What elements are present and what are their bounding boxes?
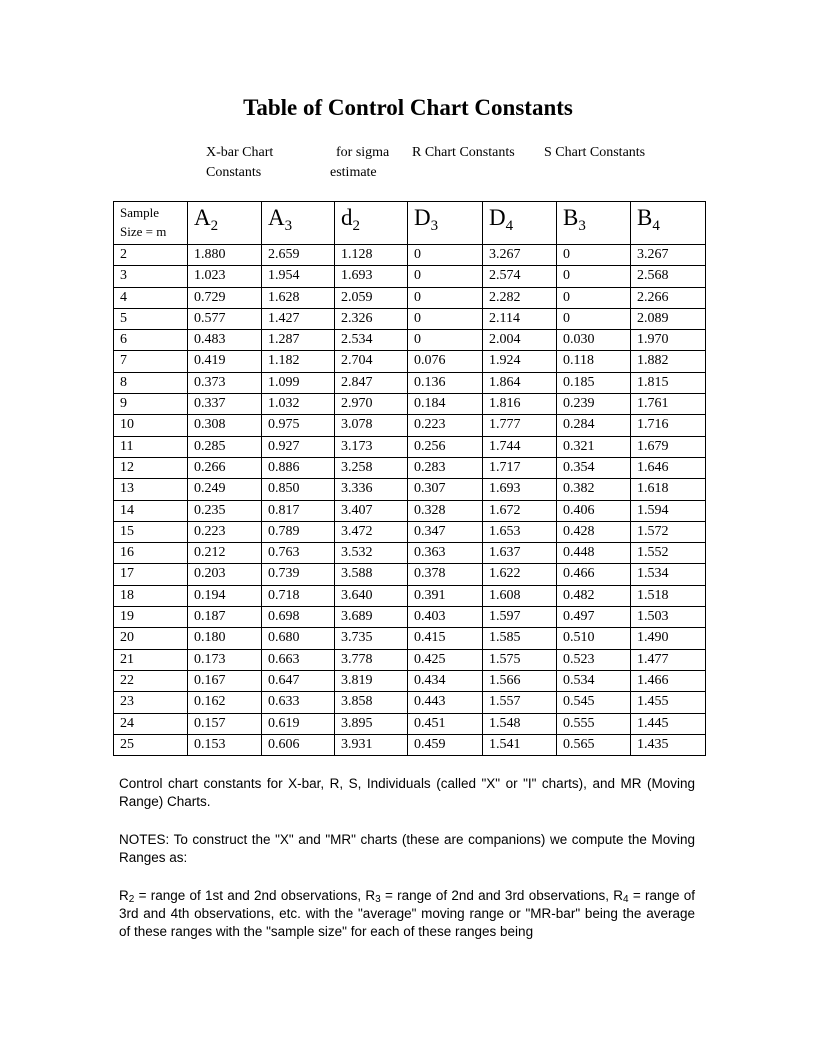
constant-cell: 0.321 [557, 436, 631, 457]
constant-cell: 2.970 [335, 394, 408, 415]
constant-cell: 0 [557, 266, 631, 287]
constant-cell: 0.153 [188, 734, 262, 755]
constant-cell: 0.266 [188, 457, 262, 478]
sample-size-cell: 15 [114, 521, 188, 542]
constant-cell: 1.924 [483, 351, 557, 372]
constant-cell: 3.858 [335, 692, 408, 713]
constant-cell: 0.212 [188, 543, 262, 564]
constant-cell: 3.532 [335, 543, 408, 564]
constant-cell: 0.187 [188, 607, 262, 628]
constant-cell: 1.023 [188, 266, 262, 287]
constant-cell: 1.672 [483, 500, 557, 521]
constant-cell: 0.577 [188, 308, 262, 329]
constant-cell: 0 [408, 245, 483, 266]
constant-cell: 3.819 [335, 670, 408, 691]
constant-cell: 0.680 [262, 628, 335, 649]
constant-cell: 1.628 [262, 287, 335, 308]
sample-size-cell: 5 [114, 308, 188, 329]
constant-cell: 3.588 [335, 564, 408, 585]
header-a3 [262, 202, 335, 245]
constant-cell: 3.931 [335, 734, 408, 755]
constant-cell: 0.354 [557, 457, 631, 478]
table-row [114, 713, 706, 734]
constant-cell: 0.886 [262, 457, 335, 478]
header-b4-sub: 4 [652, 218, 660, 234]
sample-size-cell: 17 [114, 564, 188, 585]
r-group-header: R Chart Constants [412, 145, 515, 160]
constant-cell: 3.267 [631, 245, 706, 266]
constant-cell: 2.704 [335, 351, 408, 372]
constant-cell: 1.182 [262, 351, 335, 372]
constant-cell: 1.597 [483, 607, 557, 628]
table-header-row [114, 202, 706, 245]
constant-cell: 0.466 [557, 564, 631, 585]
header-d2-sub: 2 [352, 218, 360, 234]
constant-cell: 0.235 [188, 500, 262, 521]
header-b3-base: B [563, 205, 579, 230]
table-row [114, 692, 706, 713]
table-row [114, 245, 706, 266]
table-row [114, 628, 706, 649]
constant-cell: 1.777 [483, 415, 557, 436]
header-sample-size-line1: Sample [120, 205, 159, 220]
constant-cell: 0.698 [262, 607, 335, 628]
constant-cell: 3.258 [335, 457, 408, 478]
constant-cell: 2.534 [335, 330, 408, 351]
constant-cell: 1.490 [631, 628, 706, 649]
constant-cell: 0.194 [188, 585, 262, 606]
r3-subscript: 3 [375, 894, 381, 905]
constant-cell: 0.789 [262, 521, 335, 542]
table-row [114, 585, 706, 606]
constant-cell: 0.663 [262, 649, 335, 670]
constant-cell: 0.406 [557, 500, 631, 521]
sample-size-cell: 9 [114, 394, 188, 415]
constant-cell: 3.078 [335, 415, 408, 436]
constant-cell: 0.337 [188, 394, 262, 415]
xbar-group-header-line2: Constants [206, 165, 262, 180]
sigma-group-header [330, 143, 410, 183]
constant-cell: 0.030 [557, 330, 631, 351]
constant-cell: 1.552 [631, 543, 706, 564]
constant-cell: 2.326 [335, 308, 408, 329]
constant-cell: 1.882 [631, 351, 706, 372]
constant-cell: 1.466 [631, 670, 706, 691]
constant-cell: 2.568 [631, 266, 706, 287]
sample-size-cell: 20 [114, 628, 188, 649]
constant-cell: 0.157 [188, 713, 262, 734]
sample-size-cell: 16 [114, 543, 188, 564]
constant-cell: 3.336 [335, 479, 408, 500]
constant-cell: 1.653 [483, 521, 557, 542]
constant-cell: 0.328 [408, 500, 483, 521]
table-row [114, 564, 706, 585]
constant-cell: 1.679 [631, 436, 706, 457]
table-row [114, 351, 706, 372]
constant-cell: 0.647 [262, 670, 335, 691]
constant-cell: 0 [408, 308, 483, 329]
sample-size-cell: 2 [114, 245, 188, 266]
constant-cell: 3.895 [335, 713, 408, 734]
constant-cell: 0.975 [262, 415, 335, 436]
constant-cell: 0.223 [188, 521, 262, 542]
r2-symbol: R [119, 888, 129, 903]
header-sample-size-line2: Size = m [120, 224, 167, 239]
constant-cell: 0.523 [557, 649, 631, 670]
constant-cell: 2.574 [483, 266, 557, 287]
constant-cell: 0.256 [408, 436, 483, 457]
constant-cell: 0.391 [408, 585, 483, 606]
header-b3-sub: 3 [578, 218, 586, 234]
constant-cell: 3.173 [335, 436, 408, 457]
constant-cell: 2.266 [631, 287, 706, 308]
constant-cell: 2.059 [335, 287, 408, 308]
constant-cell: 0.459 [408, 734, 483, 755]
constant-cell: 0.167 [188, 670, 262, 691]
constant-cell: 2.114 [483, 308, 557, 329]
header-b4 [631, 202, 706, 245]
table-row [114, 415, 706, 436]
constant-cell: 0.184 [408, 394, 483, 415]
constant-cell: 0.118 [557, 351, 631, 372]
table-row [114, 607, 706, 628]
table-row [114, 734, 706, 755]
s-group-header: S Chart Constants [544, 145, 646, 160]
header-a2-base: A [194, 205, 211, 230]
constant-cell: 0.415 [408, 628, 483, 649]
constant-cell: 1.646 [631, 457, 706, 478]
xbar-group-header-line1: X-bar Chart [206, 145, 274, 160]
moving-range-paragraph [119, 887, 695, 941]
constant-cell: 0.718 [262, 585, 335, 606]
constant-cell: 1.693 [483, 479, 557, 500]
constant-cell: 0.283 [408, 457, 483, 478]
table-row [114, 308, 706, 329]
constant-cell: 2.282 [483, 287, 557, 308]
constant-cell: 1.128 [335, 245, 408, 266]
table-body [114, 245, 706, 756]
constant-cell: 1.032 [262, 394, 335, 415]
constant-cell: 1.503 [631, 607, 706, 628]
constant-cell: 1.864 [483, 372, 557, 393]
constants-table [113, 201, 706, 756]
table-row [114, 500, 706, 521]
constant-cell: 3.778 [335, 649, 408, 670]
constant-cell: 0.285 [188, 436, 262, 457]
header-D3-sub: 3 [430, 218, 439, 234]
table-row [114, 394, 706, 415]
constant-cell: 1.534 [631, 564, 706, 585]
table-row [114, 266, 706, 287]
constant-cell: 3.267 [483, 245, 557, 266]
header-a3-sub: 3 [284, 218, 293, 234]
constant-cell: 1.099 [262, 372, 335, 393]
sample-size-cell: 7 [114, 351, 188, 372]
constant-cell: 0.249 [188, 479, 262, 500]
table-row [114, 543, 706, 564]
constant-cell: 1.427 [262, 308, 335, 329]
constant-cell: 0 [557, 287, 631, 308]
constant-cell: 1.477 [631, 649, 706, 670]
constant-cell: 1.622 [483, 564, 557, 585]
constant-cell: 0.606 [262, 734, 335, 755]
intro-paragraph: Control chart constants for X-bar, R, S, Individuals (called "X" or "I" charts), and MR (Moving Range) Charts. [119, 776, 695, 809]
constant-cell: 1.287 [262, 330, 335, 351]
xbar-group-header [206, 143, 316, 183]
constant-cell: 1.954 [262, 266, 335, 287]
constant-cell: 0.428 [557, 521, 631, 542]
constant-cell: 0.482 [557, 585, 631, 606]
notes-paragraph: NOTES: To construct the "X" and "MR" charts (these are companions) we compute the Moving Ranges as: [119, 832, 695, 865]
r2-description: = range of 1st and 2nd observations, [134, 888, 366, 903]
constant-cell: 1.585 [483, 628, 557, 649]
constant-cell: 2.089 [631, 308, 706, 329]
page-title: Table of Control Chart Constants [243, 95, 573, 120]
header-d2 [335, 202, 408, 245]
table-row [114, 670, 706, 691]
table-row [114, 330, 706, 351]
constant-cell: 1.594 [631, 500, 706, 521]
r3-symbol: R [365, 888, 376, 903]
sample-size-cell: 13 [114, 479, 188, 500]
constant-cell: 0.739 [262, 564, 335, 585]
header-D4 [483, 202, 557, 245]
sample-size-cell: 21 [114, 649, 188, 670]
constant-cell: 1.575 [483, 649, 557, 670]
constant-cell: 0.307 [408, 479, 483, 500]
sample-size-cell: 22 [114, 670, 188, 691]
constant-cell: 3.689 [335, 607, 408, 628]
table-row [114, 457, 706, 478]
constant-cell: 0.373 [188, 372, 262, 393]
constant-cell: 0.545 [557, 692, 631, 713]
constant-cell: 0.497 [557, 607, 631, 628]
constant-cell: 0.223 [408, 415, 483, 436]
constant-cell: 2.004 [483, 330, 557, 351]
sample-size-cell: 25 [114, 734, 188, 755]
constant-cell: 1.618 [631, 479, 706, 500]
constant-cell: 1.880 [188, 245, 262, 266]
constant-cell: 0.729 [188, 287, 262, 308]
constant-cell: 1.572 [631, 521, 706, 542]
constant-cell: 0.403 [408, 607, 483, 628]
sample-size-cell: 10 [114, 415, 188, 436]
constant-cell: 0 [557, 308, 631, 329]
constant-cell: 0.185 [557, 372, 631, 393]
r4-description: = range of 3rd and 4th observations, etc. with the "average" moving range or "MR-bar" being the average of these ranges with the "sample size" for each of these ranges being [119, 888, 695, 939]
constant-cell: 0.363 [408, 543, 483, 564]
constant-cell: 1.435 [631, 734, 706, 755]
constant-cell: 2.659 [262, 245, 335, 266]
constant-cell: 0.347 [408, 521, 483, 542]
constant-cell: 0 [408, 330, 483, 351]
sample-size-cell: 6 [114, 330, 188, 351]
constant-cell: 1.761 [631, 394, 706, 415]
constant-cell: 0.239 [557, 394, 631, 415]
constant-cell: 0.555 [557, 713, 631, 734]
constant-cell: 1.557 [483, 692, 557, 713]
constant-cell: 0.633 [262, 692, 335, 713]
constant-cell: 3.640 [335, 585, 408, 606]
constant-cell: 0.483 [188, 330, 262, 351]
header-b3 [557, 202, 631, 245]
constant-cell: 0.162 [188, 692, 262, 713]
header-D4-base: D [489, 205, 506, 230]
constant-cell: 3.472 [335, 521, 408, 542]
header-a2 [188, 202, 262, 245]
header-D3-base: D [414, 205, 431, 230]
constant-cell: 0.425 [408, 649, 483, 670]
constant-cell: 0.448 [557, 543, 631, 564]
constant-cell: 0.817 [262, 500, 335, 521]
constant-cell: 0.534 [557, 670, 631, 691]
header-sample-size [114, 202, 188, 245]
constant-cell: 1.445 [631, 713, 706, 734]
sample-size-cell: 14 [114, 500, 188, 521]
constant-cell: 0.619 [262, 713, 335, 734]
constant-cell: 0.850 [262, 479, 335, 500]
constant-cell: 0.136 [408, 372, 483, 393]
constant-cell: 0.076 [408, 351, 483, 372]
constant-cell: 0.173 [188, 649, 262, 670]
constant-cell: 0.180 [188, 628, 262, 649]
sigma-group-header-line1: for sigma [336, 145, 390, 160]
constant-cell: 0.763 [262, 543, 335, 564]
sample-size-cell: 3 [114, 266, 188, 287]
constant-cell: 0 [557, 245, 631, 266]
constant-cell: 1.816 [483, 394, 557, 415]
constant-cell: 0.419 [188, 351, 262, 372]
constant-cell: 1.815 [631, 372, 706, 393]
constant-cell: 3.407 [335, 500, 408, 521]
header-a2-sub: 2 [210, 218, 219, 234]
constant-cell: 0.443 [408, 692, 483, 713]
constant-cell: 1.518 [631, 585, 706, 606]
constant-cell: 1.716 [631, 415, 706, 436]
sample-size-cell: 4 [114, 287, 188, 308]
header-D3 [408, 202, 483, 245]
constant-cell: 0.434 [408, 670, 483, 691]
table-row [114, 436, 706, 457]
constant-cell: 0.308 [188, 415, 262, 436]
header-D4-sub: 4 [505, 218, 514, 234]
constant-cell: 2.847 [335, 372, 408, 393]
table-row [114, 287, 706, 308]
constant-cell: 0.284 [557, 415, 631, 436]
constant-cell: 0.203 [188, 564, 262, 585]
table-row [114, 479, 706, 500]
sigma-group-header-line2: estimate [330, 165, 377, 180]
sample-size-cell: 19 [114, 607, 188, 628]
constant-cell: 0.927 [262, 436, 335, 457]
constant-cell: 1.548 [483, 713, 557, 734]
constant-cell: 1.637 [483, 543, 557, 564]
constant-cell: 0 [408, 287, 483, 308]
constant-cell: 1.455 [631, 692, 706, 713]
sample-size-cell: 23 [114, 692, 188, 713]
constant-cell: 0.510 [557, 628, 631, 649]
r3-description: = range of 2nd and 3rd observations, [380, 888, 614, 903]
r2-subscript: 2 [128, 894, 135, 905]
table-row [114, 521, 706, 542]
sample-size-cell: 24 [114, 713, 188, 734]
r4-subscript: 4 [623, 894, 629, 905]
sample-size-cell: 12 [114, 457, 188, 478]
header-a3-base: A [268, 205, 285, 230]
r4-symbol: R [613, 888, 623, 903]
constant-cell: 1.717 [483, 457, 557, 478]
table-row [114, 649, 706, 670]
header-d2-base: d [341, 205, 353, 230]
constant-cell: 3.735 [335, 628, 408, 649]
constant-cell: 1.744 [483, 436, 557, 457]
header-b4-base: B [637, 205, 653, 230]
constant-cell: 1.608 [483, 585, 557, 606]
constant-cell: 0.565 [557, 734, 631, 755]
constant-cell: 0.378 [408, 564, 483, 585]
constant-cell: 1.970 [631, 330, 706, 351]
constant-cell: 1.541 [483, 734, 557, 755]
constant-cell: 1.693 [335, 266, 408, 287]
sample-size-cell: 18 [114, 585, 188, 606]
constant-cell: 0.382 [557, 479, 631, 500]
constant-cell: 0 [408, 266, 483, 287]
constant-cell: 1.566 [483, 670, 557, 691]
table-row [114, 372, 706, 393]
sample-size-cell: 11 [114, 436, 188, 457]
constant-cell: 0.451 [408, 713, 483, 734]
sample-size-cell: 8 [114, 372, 188, 393]
